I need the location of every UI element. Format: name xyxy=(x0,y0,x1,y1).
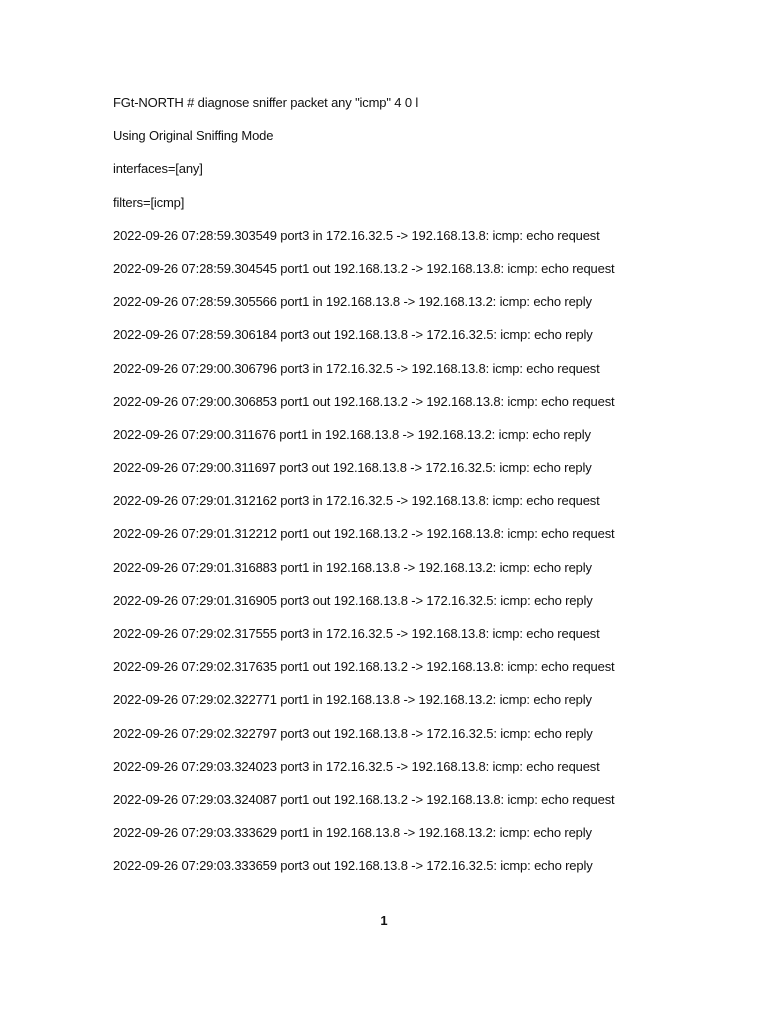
packet-line: 2022-09-26 07:29:02.317555 port3 in 172.16.32.5 -> 192.168.13.8: icmp: echo request xyxy=(113,626,600,641)
packet-line: 2022-09-26 07:29:00.306853 port1 out 192.168.13.2 -> 192.168.13.8: icmp: echo request xyxy=(113,393,615,409)
filters-line: filters=[icmp] xyxy=(113,194,185,210)
packet-line: 2022-09-26 07:29:03.333659 port3 out 192.168.13.8 -> 172.16.32.5: icmp: echo reply xyxy=(113,858,593,874)
interfaces-line: interfaces=[any] xyxy=(113,161,203,177)
packet-line: 2022-09-26 07:28:59.306184 port3 out 192.168.13.8 -> 172.16.32.5: icmp: echo reply xyxy=(113,327,593,343)
packet-line: 2022-09-26 07:29:01.316905 port3 out 192.168.13.8 -> 172.16.32.5: icmp: echo reply xyxy=(113,592,593,608)
packet-line: 2022-09-26 07:29:00.311676 port1 in 192.168.13.8 -> 192.168.13.2: icmp: echo reply xyxy=(113,426,591,442)
packet-line: 2022-09-26 07:28:59.303549 port3 in 172.16.32.5 -> 192.168.13.8: icmp: echo request xyxy=(113,227,600,243)
packet-line: 2022-09-26 07:29:03.324087 port1 out 192.168.13.2 -> 192.168.13.8: icmp: echo request xyxy=(113,791,615,807)
page-number: 1 xyxy=(380,913,388,928)
document-body xyxy=(113,94,733,891)
packet-line: 2022-09-26 07:28:59.305566 port1 in 192.168.13.8 -> 192.168.13.2: icmp: echo reply xyxy=(113,294,592,310)
packet-line: 2022-09-26 07:29:02.322771 port1 in 192.168.13.8 -> 192.168.13.2: icmp: echo reply xyxy=(113,692,592,708)
command-line: FGt-NORTH # diagnose sniffer packet any "icmp" 4 0 l xyxy=(113,95,419,110)
packet-line: 2022-09-26 07:29:00.311697 port3 out 192.168.13.8 -> 172.16.32.5: icmp: echo reply xyxy=(113,460,592,476)
packet-line: 2022-09-26 07:29:01.316883 port1 in 192.168.13.8 -> 192.168.13.2: icmp: echo reply xyxy=(113,559,592,575)
packet-line: 2022-09-26 07:28:59.304545 port1 out 192.168.13.2 -> 192.168.13.8: icmp: echo request xyxy=(113,260,615,276)
packet-line: 2022-09-26 07:29:03.333629 port1 in 192.168.13.8 -> 192.168.13.2: icmp: echo reply xyxy=(113,825,592,841)
packet-line: 2022-09-26 07:29:02.322797 port3 out 192.168.13.8 -> 172.16.32.5: icmp: echo reply xyxy=(113,725,593,741)
packet-line: 2022-09-26 07:29:00.306796 port3 in 172.16.32.5 -> 192.168.13.8: icmp: echo request xyxy=(113,360,600,376)
packet-line: 2022-09-26 07:29:03.324023 port3 in 172.16.32.5 -> 192.168.13.8: icmp: echo request xyxy=(113,758,600,774)
mode-line: Using Original Sniffing Mode xyxy=(113,128,274,144)
packet-line: 2022-09-26 07:29:02.317635 port1 out 192.168.13.2 -> 192.168.13.8: icmp: echo request xyxy=(113,659,615,675)
packet-line: 2022-09-26 07:29:01.312212 port1 out 192.168.13.2 -> 192.168.13.8: icmp: echo request xyxy=(113,526,615,542)
packet-line: 2022-09-26 07:29:01.312162 port3 in 172.16.32.5 -> 192.168.13.8: icmp: echo request xyxy=(113,493,600,509)
